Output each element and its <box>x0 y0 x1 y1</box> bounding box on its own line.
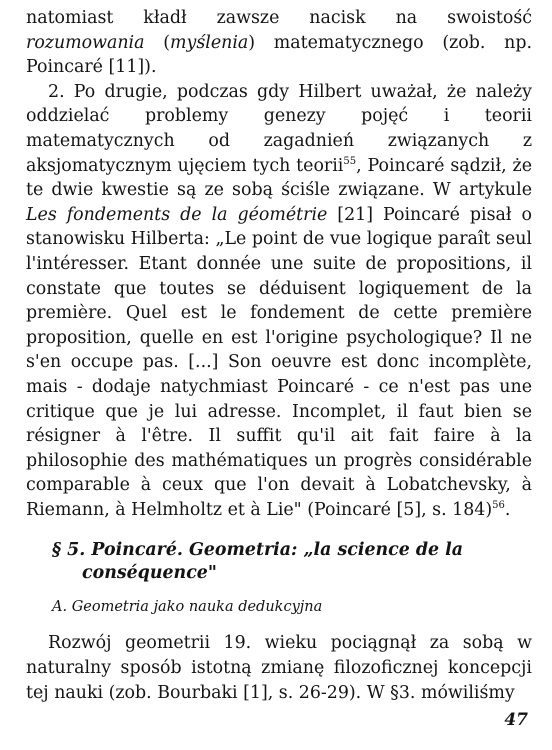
italic-term-rozumowania: rozumowania <box>26 32 145 53</box>
text-run: [21] Poincaré pisał o stanowisku Hilberta: „Le point de vue logique paraît seul l'intéresser. Etant donnée une suite de propositions, il constate que toutes se déduisent logiquement de la première. Quel est le fondement de cette première proposition, quelle en est l'origine psychologique? Il ne s'en occupe pas. [...] Son oeuvre est donc incomplète, mais - dodaje natychmiast Poincaré - ce n'est pas une critique que je lui adresse. Incomplet, il faut bien se résigner à l'être. Il suffit qu'il ait fait faire à la philosophie des mathématiques un progrès considérable comparable à ceux que l'on devait à Lobatchevsky, à Riemann, à Helmholtz et à Lie" (Poincaré [5], s. 184) <box>26 204 532 520</box>
page-body <box>26 6 532 705</box>
italic-title-les-fondements: Les fondements de la géométrie <box>26 204 328 225</box>
paragraph-continuation <box>26 6 532 80</box>
text-run: , Poincaré sądził, że te dwie kwestie są ze sobą ściśle związane. W artykule <box>26 155 532 201</box>
subsection-heading: A. Geometria jako nauka dedukcyjna <box>52 599 323 616</box>
paragraph-geometry-development: Rozwój geometrii 19. wieku pociągnął za sobą w naturalny sposób istotną zmianę filozoficznej koncepcji tej nauki (zob. Bourbaki [1], s. 26-29). W §3. mówiliśmy <box>26 633 532 703</box>
section-heading-line2: conséquence" <box>82 563 217 584</box>
text-run: natomiast kładł zawsze nacisk na swoistość <box>26 8 532 28</box>
text-run: . <box>504 499 511 520</box>
text-run: ( <box>144 32 171 53</box>
section-heading <box>26 539 532 585</box>
paragraph-hilbert-poincare <box>26 80 532 523</box>
footnote-ref-56[interactable]: 56 <box>492 499 505 511</box>
section-heading-line1: § 5. Poincaré. Geometria: „la science de la <box>52 540 464 561</box>
text-run: ) matematycznego (zob. np. Poincaré [11]). <box>26 32 532 78</box>
page-number: 47 <box>504 710 528 730</box>
italic-term-myslenia: myślenia <box>170 32 249 53</box>
text-run: 2. Po drugie, podczas gdy Hilbert uważał, że należy oddzielać problemy genezy pojęć i teorii matematycznych od zagadnień związanych z aksjomatycznym ujęciem tych teorii <box>26 81 532 176</box>
footnote-ref-55[interactable]: 55 <box>343 155 357 167</box>
